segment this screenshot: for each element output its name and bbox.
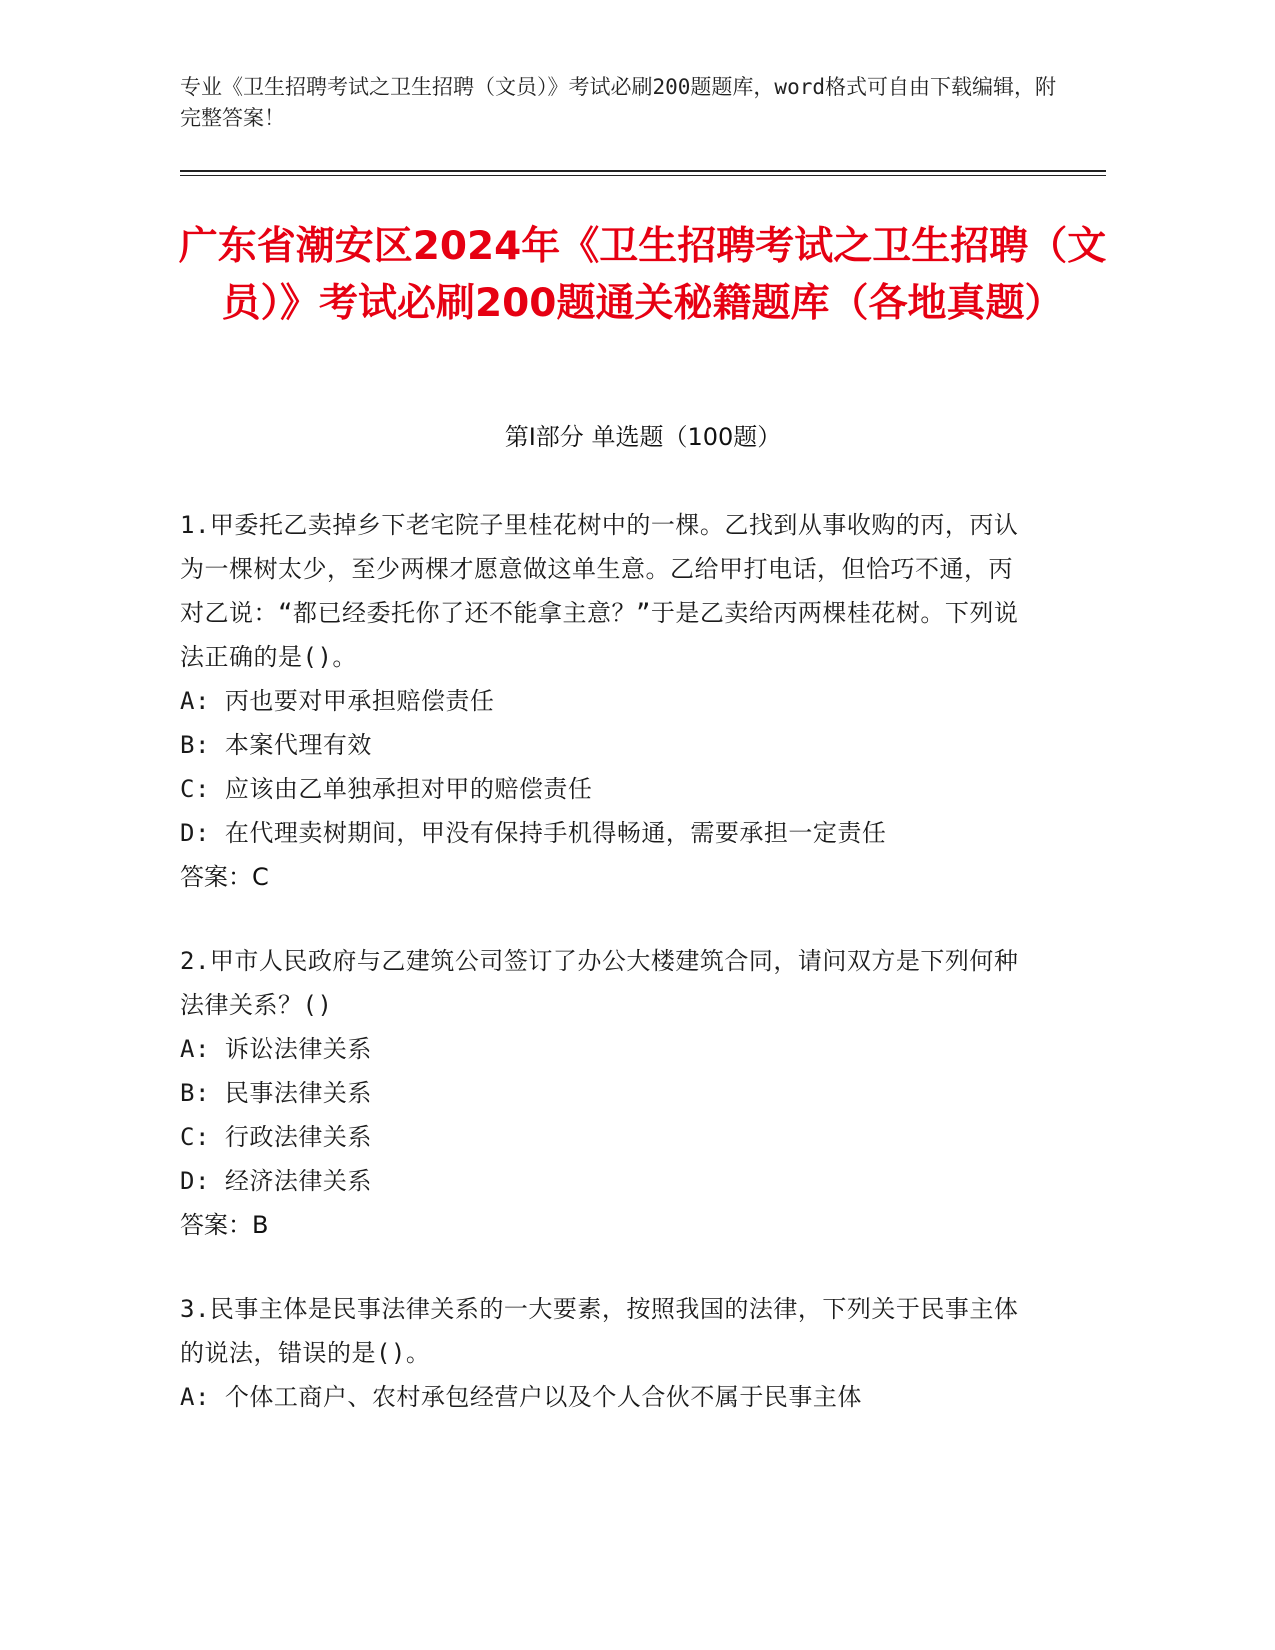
header-rule-thick — [180, 170, 1106, 172]
document-title: 广东省潮安区2024年《卫生招聘考试之卫生招聘（文员）》考试必刷200题通关秘籍题库（各地真题） — [178, 224, 1107, 326]
header-rule-thin — [180, 175, 1106, 176]
answer: 答案：B — [180, 1211, 269, 1239]
question-list — [180, 503, 1030, 1459]
option-c: C: 行政法律关系 — [180, 1123, 372, 1151]
question-stem: 1.甲委托乙卖掉乡下老宅院子里桂花树中的一棵。乙找到从事收购的丙，丙认为一棵树太少，至少两棵才愿意做这单生意。乙给甲打电话，但恰巧不通，丙对乙说：“都已经委托你了还不能拿主意？”于是乙卖给丙两棵桂花树。下列说法正确的是()。 — [180, 511, 1019, 671]
option-b: B: 本案代理有效 — [180, 731, 372, 759]
option-a: A: 诉讼法律关系 — [180, 1035, 372, 1063]
option-b: B: 民事法律关系 — [180, 1079, 372, 1107]
question-2 — [180, 939, 1030, 1247]
option-d: D: 经济法律关系 — [180, 1167, 372, 1195]
question-3 — [180, 1287, 1030, 1419]
answer: 答案：C — [180, 863, 269, 891]
option-d: D: 在代理卖树期间，甲没有保持手机得畅通，需要承担一定责任 — [180, 819, 887, 847]
section-title: 第Ⅰ部分 单选题（100题） — [504, 423, 782, 451]
option-a: A: 个体工商户、农村承包经营户以及个人合伙不属于民事主体 — [180, 1383, 862, 1411]
question-1 — [180, 503, 1030, 899]
question-stem: 2.甲市人民政府与乙建筑公司签订了办公大楼建筑合同，请问双方是下列何种法律关系？() — [180, 947, 1019, 1019]
question-stem: 3.民事主体是民事法律关系的一大要素，按照我国的法律，下列关于民事主体的说法，错误的是()。 — [180, 1295, 1019, 1367]
header-note: 专业《卫生招聘考试之卫生招聘（文员）》考试必刷200题题库，word格式可自由下载编辑，附完整答案！ — [180, 75, 1056, 130]
option-a: A: 丙也要对甲承担赔偿责任 — [180, 687, 495, 715]
option-c: C: 应该由乙单独承担对甲的赔偿责任 — [180, 775, 593, 803]
